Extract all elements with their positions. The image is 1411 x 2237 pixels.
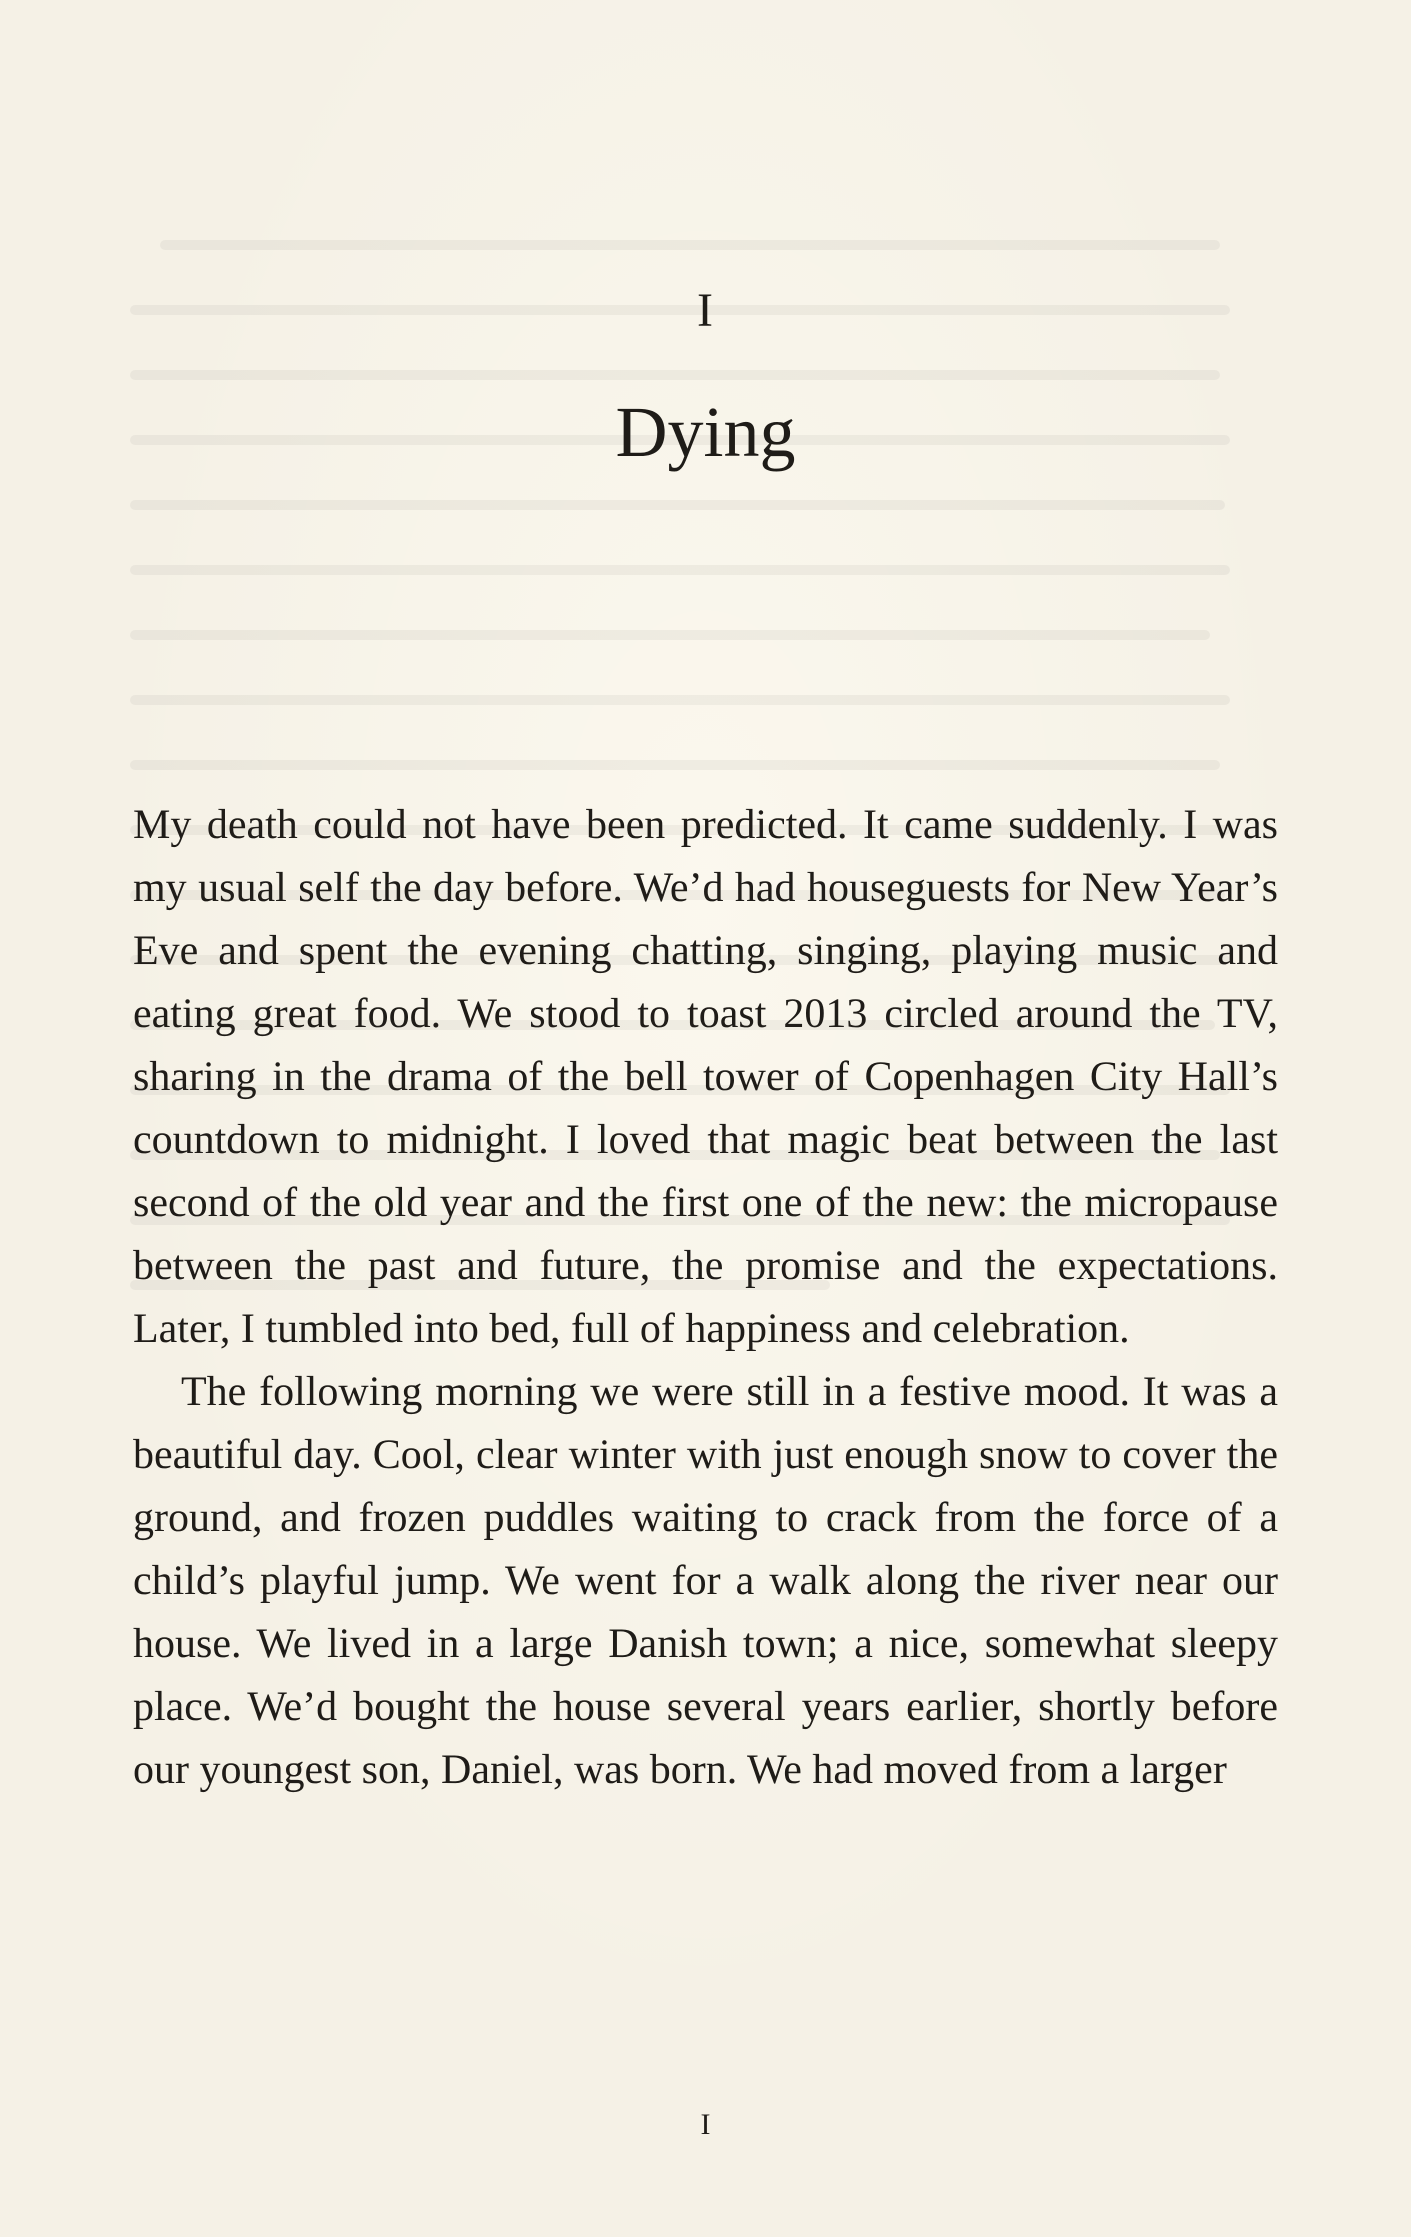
- paragraph: My death could not have been predicted. It came suddenly. I was my usual self the day before. We’d had houseguests for New Year’s Eve and spent the evening chatting, singing, playing music and eating great food. We stood to toast 2013 circled around the TV, sharing in the drama of the bell tower of Copenhagen City Hall’s countdown to midnight. I loved that magic beat between the last second of the old year and the first one of the new: the micropause between the past and future, the promise and the expectations. Later, I tumbled into bed, full of happiness and celebration.: [133, 802, 1278, 1352]
- chapter-title: Dying: [615, 392, 796, 472]
- chapter-number: I: [697, 284, 714, 337]
- page-number: I: [700, 2108, 711, 2141]
- body-text: [133, 794, 1278, 1802]
- paragraph: The following morning we were still in a festive mood. It was a beautiful day. Cool, clear winter with just enough snow to cover the ground, and frozen puddles waiting to crack from the force of a child’s playful jump. We went for a walk along the river near our house. We lived in a large Danish town; a nice, somewhat sleepy place. We’d bought the house several years earlier, shortly before our youngest son, Daniel, was born. We had moved from a larger: [133, 1369, 1278, 1793]
